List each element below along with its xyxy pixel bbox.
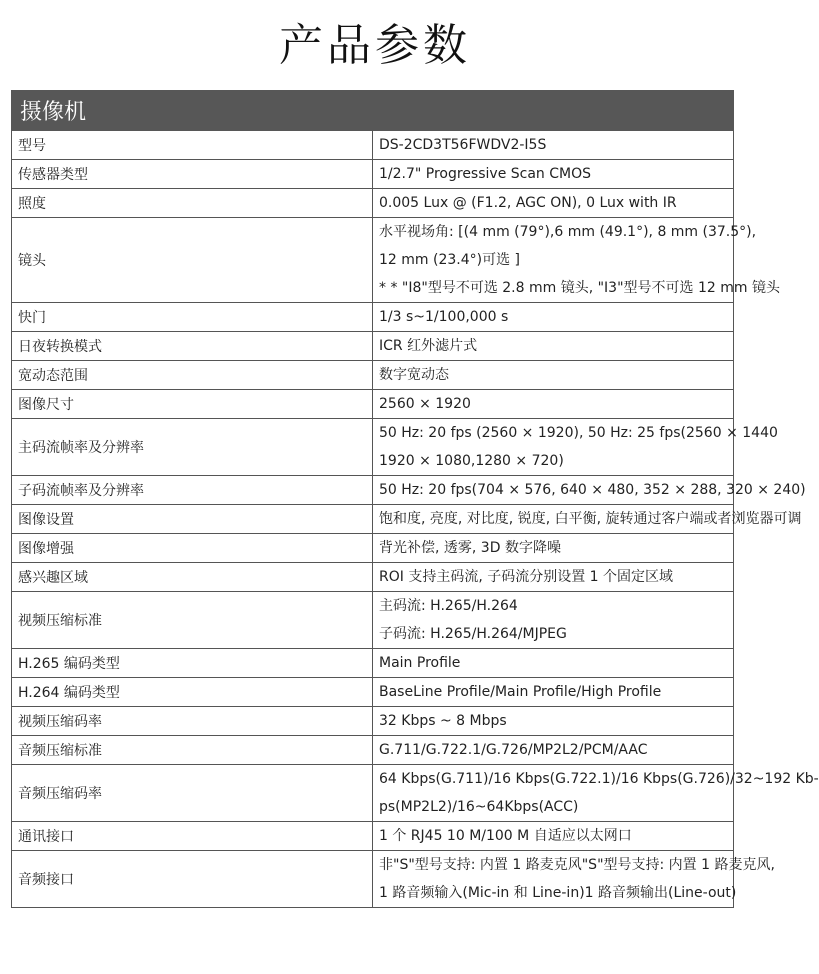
spec-value-line: Main Profile: [379, 655, 461, 671]
table-row: [12, 419, 734, 476]
spec-value-line: 1/3 s~1/100,000 s: [379, 309, 509, 325]
spec-label: 子码流帧率及分辨率: [12, 476, 373, 505]
spec-value-line: ROI 支持主码流, 子码流分别设置 1 个固定区域: [379, 569, 674, 585]
section-title: 摄像机: [12, 91, 734, 131]
table-row: [12, 131, 734, 160]
spec-label: 视频压缩码率: [12, 707, 373, 736]
spec-label: 主码流帧率及分辨率: [12, 419, 373, 476]
spec-label: 图像设置: [12, 505, 373, 534]
spec-value-line: 2560 × 1920: [379, 396, 471, 412]
table-row: [12, 332, 734, 361]
table-row: [12, 534, 734, 563]
spec-table: [11, 90, 819, 908]
spec-value-line: 0.005 Lux @ (F1.2, AGC ON), 0 Lux with IR: [379, 195, 677, 211]
spec-value: [373, 649, 734, 678]
spec-value-line: 1 路音频输入(Mic-in 和 Line-in)1 路音频输出(Line-out): [379, 885, 737, 901]
spec-value-line: 主码流: H.265/H.264: [379, 598, 518, 614]
table-row: [12, 218, 734, 303]
spec-value: [373, 822, 734, 851]
spec-value-line: ICR 红外滤片式: [379, 338, 478, 354]
spec-value-line: G.711/G.722.1/G.726/MP2L2/PCM/AAC: [379, 742, 648, 758]
spec-label: 音频接口: [12, 851, 373, 908]
spec-value: [373, 851, 775, 908]
table-row: [12, 736, 734, 765]
table-row: [12, 505, 734, 534]
spec-value-line: 64 Kbps(G.711)/16 Kbps(G.722.1)/16 Kbps(G.726)/32~192 Kb-: [379, 771, 819, 787]
spec-value: [373, 592, 734, 649]
section-header: [12, 91, 734, 131]
spec-label: 音频压缩码率: [12, 765, 373, 822]
spec-label: 图像尺寸: [12, 390, 373, 419]
spec-value-line: 饱和度, 亮度, 对比度, 锐度, 白平衡, 旋转通过客户端或者浏览器可调: [379, 511, 802, 527]
spec-value: [373, 131, 734, 160]
spec-label: H.265 编码类型: [12, 649, 373, 678]
spec-value: [373, 707, 734, 736]
spec-label: 型号: [12, 131, 373, 160]
spec-label: 快门: [12, 303, 373, 332]
table-row: [12, 160, 734, 189]
spec-label: 镜头: [12, 218, 373, 303]
spec-value: [373, 332, 734, 361]
spec-value: [373, 189, 734, 218]
table-row: [12, 765, 734, 822]
spec-label: 照度: [12, 189, 373, 218]
table-row: [12, 303, 734, 332]
spec-label: 通讯接口: [12, 822, 373, 851]
table-row: [12, 390, 734, 419]
spec-value: [373, 736, 734, 765]
spec-value-line: 背光补偿, 透雾, 3D 数字降噪: [379, 540, 561, 556]
spec-value-line: ps(MP2L2)/16~64Kbps(ACC): [379, 799, 579, 815]
spec-value: [373, 419, 778, 476]
spec-value: [373, 765, 819, 822]
spec-value-line: 12 mm (23.4°)可选 ]: [379, 252, 520, 268]
spec-value-line: 数字宽动态: [379, 367, 449, 383]
table-row: [12, 649, 734, 678]
table-row: [12, 476, 734, 505]
spec-value-line: 50 Hz: 20 fps (2560 × 1920), 50 Hz: 25 fps(2560 × 1440: [379, 425, 778, 441]
spec-value: [373, 534, 734, 563]
spec-value: [373, 218, 780, 303]
spec-value: [373, 678, 734, 707]
spec-value-line: 1/2.7" Progressive Scan CMOS: [379, 166, 592, 182]
spec-label: 宽动态范围: [12, 361, 373, 390]
spec-value: [373, 563, 734, 592]
spec-label: 传感器类型: [12, 160, 373, 189]
spec-value-line: BaseLine Profile/Main Profile/High Profile: [379, 684, 662, 700]
spec-value-line: 非"S"型号支持: 内置 1 路麦克风"S"型号支持: 内置 1 路麦克风,: [379, 857, 775, 873]
spec-label: H.264 编码类型: [12, 678, 373, 707]
table-row: [12, 563, 734, 592]
spec-value: [373, 160, 734, 189]
spec-value-line: 水平视场角: [(4 mm (79°),6 mm (49.1°), 8 mm (37.5°),: [379, 224, 757, 240]
spec-label: 视频压缩标准: [12, 592, 373, 649]
table-row: [12, 851, 734, 908]
table-row: [12, 189, 734, 218]
table-row: [12, 707, 734, 736]
page-title: 产品参数: [279, 20, 471, 71]
spec-value-line: 子码流: H.265/H.264/MJPEG: [379, 626, 567, 642]
table-row: [12, 361, 734, 390]
spec-value: [373, 361, 734, 390]
spec-value: [373, 390, 734, 419]
spec-value: [373, 303, 734, 332]
spec-value: [373, 476, 806, 505]
spec-label: 感兴趣区域: [12, 563, 373, 592]
spec-value-line: 32 Kbps ~ 8 Mbps: [379, 713, 507, 729]
table-row: [12, 678, 734, 707]
spec-value-line: * * "I8"型号不可选 2.8 mm 镜头, "I3"型号不可选 12 mm 镜头: [379, 280, 780, 296]
spec-label: 日夜转换模式: [12, 332, 373, 361]
spec-value: [373, 505, 802, 534]
spec-label: 图像增强: [12, 534, 373, 563]
spec-label: 音频压缩标准: [12, 736, 373, 765]
spec-value-line: 50 Hz: 20 fps(704 × 576, 640 × 480, 352 × 288, 320 × 240): [379, 482, 806, 498]
spec-value-line: 1 个 RJ45 10 M/100 M 自适应以太网口: [379, 828, 632, 844]
table-row: [12, 822, 734, 851]
spec-value-line: DS-2CD3T56FWDV2-I5S: [379, 137, 547, 153]
spec-value-line: 1920 × 1080,1280 × 720): [379, 453, 564, 469]
table-row: [12, 592, 734, 649]
